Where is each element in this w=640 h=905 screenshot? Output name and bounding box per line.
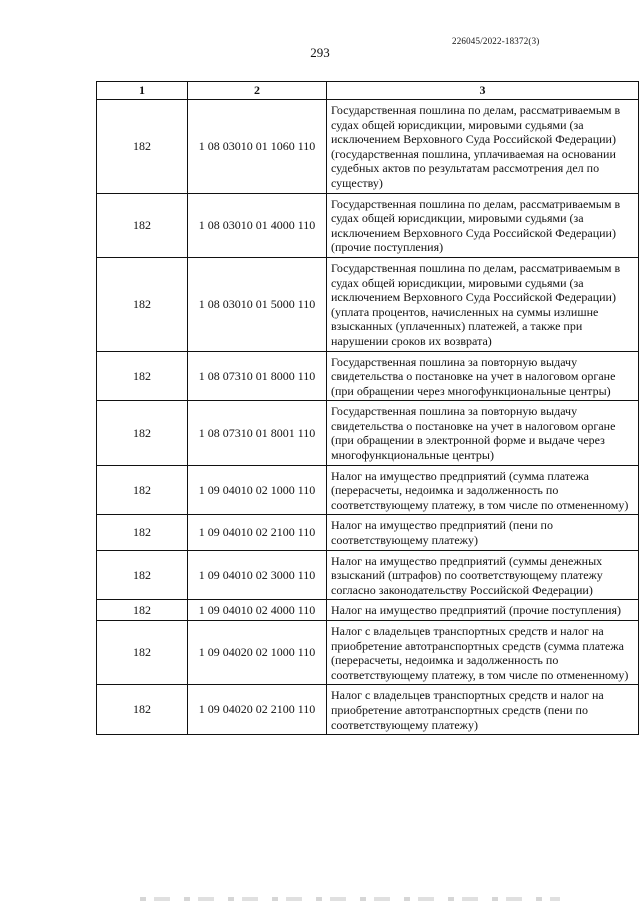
admin-code-cell: 182 (97, 621, 188, 685)
description-cell: Налог на имущество предприятий (сумма платежа (перерасчеты, недоимка и задолженность по соответствующему платежу, в том числе по отмененному) (327, 465, 639, 515)
document-id: 226045/2022-18372(3) (452, 36, 540, 46)
admin-code-cell: 182 (97, 515, 188, 550)
table-row (97, 401, 639, 465)
kbk-code-cell: 1 09 04010 02 1000 110 (188, 465, 327, 515)
kbk-code-cell: 1 09 04010 02 2100 110 (188, 515, 327, 550)
column-header-2: 2 (188, 82, 327, 100)
table-row (97, 621, 639, 685)
admin-code-cell: 182 (97, 465, 188, 515)
kbk-code-cell: 1 08 03010 01 4000 110 (188, 193, 327, 257)
table-row (97, 685, 639, 735)
kbk-code-cell: 1 09 04020 02 1000 110 (188, 621, 327, 685)
description-cell: Налог на имущество предприятий (пени по соответствующему платежу) (327, 515, 639, 550)
description-cell: Государственная пошлина по делам, рассматриваемым в судах общей юрисдикции, мировыми судьями (за исключением Верховного Суда Российской Федерации) (уплата процентов, начисленных на суммы излишне взысканных (уплаченных) платежей, а также при нарушении сроков их возврата) (327, 257, 639, 351)
description-cell: Налог на имущество предприятий (суммы денежных взысканий (штрафов) по соответствующему платежу согласно законодательству Российской Федерации) (327, 550, 639, 600)
kbk-code-cell: 1 08 07310 01 8000 110 (188, 351, 327, 401)
description-cell: Налог на имущество предприятий (прочие поступления) (327, 600, 639, 621)
table-header-row (97, 82, 639, 100)
table-row (97, 550, 639, 600)
kbk-table (96, 81, 639, 735)
scan-artifact (140, 897, 560, 901)
admin-code-cell: 182 (97, 600, 188, 621)
kbk-code-cell: 1 09 04010 02 4000 110 (188, 600, 327, 621)
kbk-code-cell: 1 09 04020 02 2100 110 (188, 685, 327, 735)
description-cell: Налог с владельцев транспортных средств и налог на приобретение автотранспортных средств (пени по соответствующему платежу) (327, 685, 639, 735)
table-row (97, 600, 639, 621)
description-cell: Государственная пошлина по делам, рассматриваемым в судах общей юрисдикции, мировыми судьями (за исключением Верховного Суда Российской Федерации) (прочие поступления) (327, 193, 639, 257)
table-row (97, 193, 639, 257)
table-row (97, 515, 639, 550)
column-header-1: 1 (97, 82, 188, 100)
admin-code-cell: 182 (97, 685, 188, 735)
admin-code-cell: 182 (97, 257, 188, 351)
column-header-3: 3 (327, 82, 639, 100)
description-cell: Государственная пошлина за повторную выдачу свидетельства о постановке на учет в налоговом органе (при обращении в электронной форме и выдаче через многофункциональные центры) (327, 401, 639, 465)
admin-code-cell: 182 (97, 550, 188, 600)
description-cell: Государственная пошлина за повторную выдачу свидетельства о постановке на учет в налоговом органе (при обращении через многофункциональные центры) (327, 351, 639, 401)
page-number: 293 (310, 45, 330, 60)
table-row (97, 351, 639, 401)
description-cell: Налог с владельцев транспортных средств и налог на приобретение автотранспортных средств (сумма платежа (перерасчеты, недоимка и задолженность по соответствующему платежу, в том числе по отмененному) (327, 621, 639, 685)
admin-code-cell: 182 (97, 100, 188, 194)
kbk-code-cell: 1 08 03010 01 5000 110 (188, 257, 327, 351)
kbk-code-cell: 1 08 07310 01 8001 110 (188, 401, 327, 465)
admin-code-cell: 182 (97, 193, 188, 257)
description-cell: Государственная пошлина по делам, рассматриваемым в судах общей юрисдикции, мировыми судьями (за исключением Верховного Суда Российской Федерации) (государственная пошлина, уплачиваемая на основании судебных актов по результатам рассмотрения дел по существу) (327, 100, 639, 194)
kbk-code-cell: 1 09 04010 02 3000 110 (188, 550, 327, 600)
admin-code-cell: 182 (97, 351, 188, 401)
table-row (97, 465, 639, 515)
table-row (97, 100, 639, 194)
kbk-code-cell: 1 08 03010 01 1060 110 (188, 100, 327, 194)
admin-code-cell: 182 (97, 401, 188, 465)
table-row (97, 257, 639, 351)
